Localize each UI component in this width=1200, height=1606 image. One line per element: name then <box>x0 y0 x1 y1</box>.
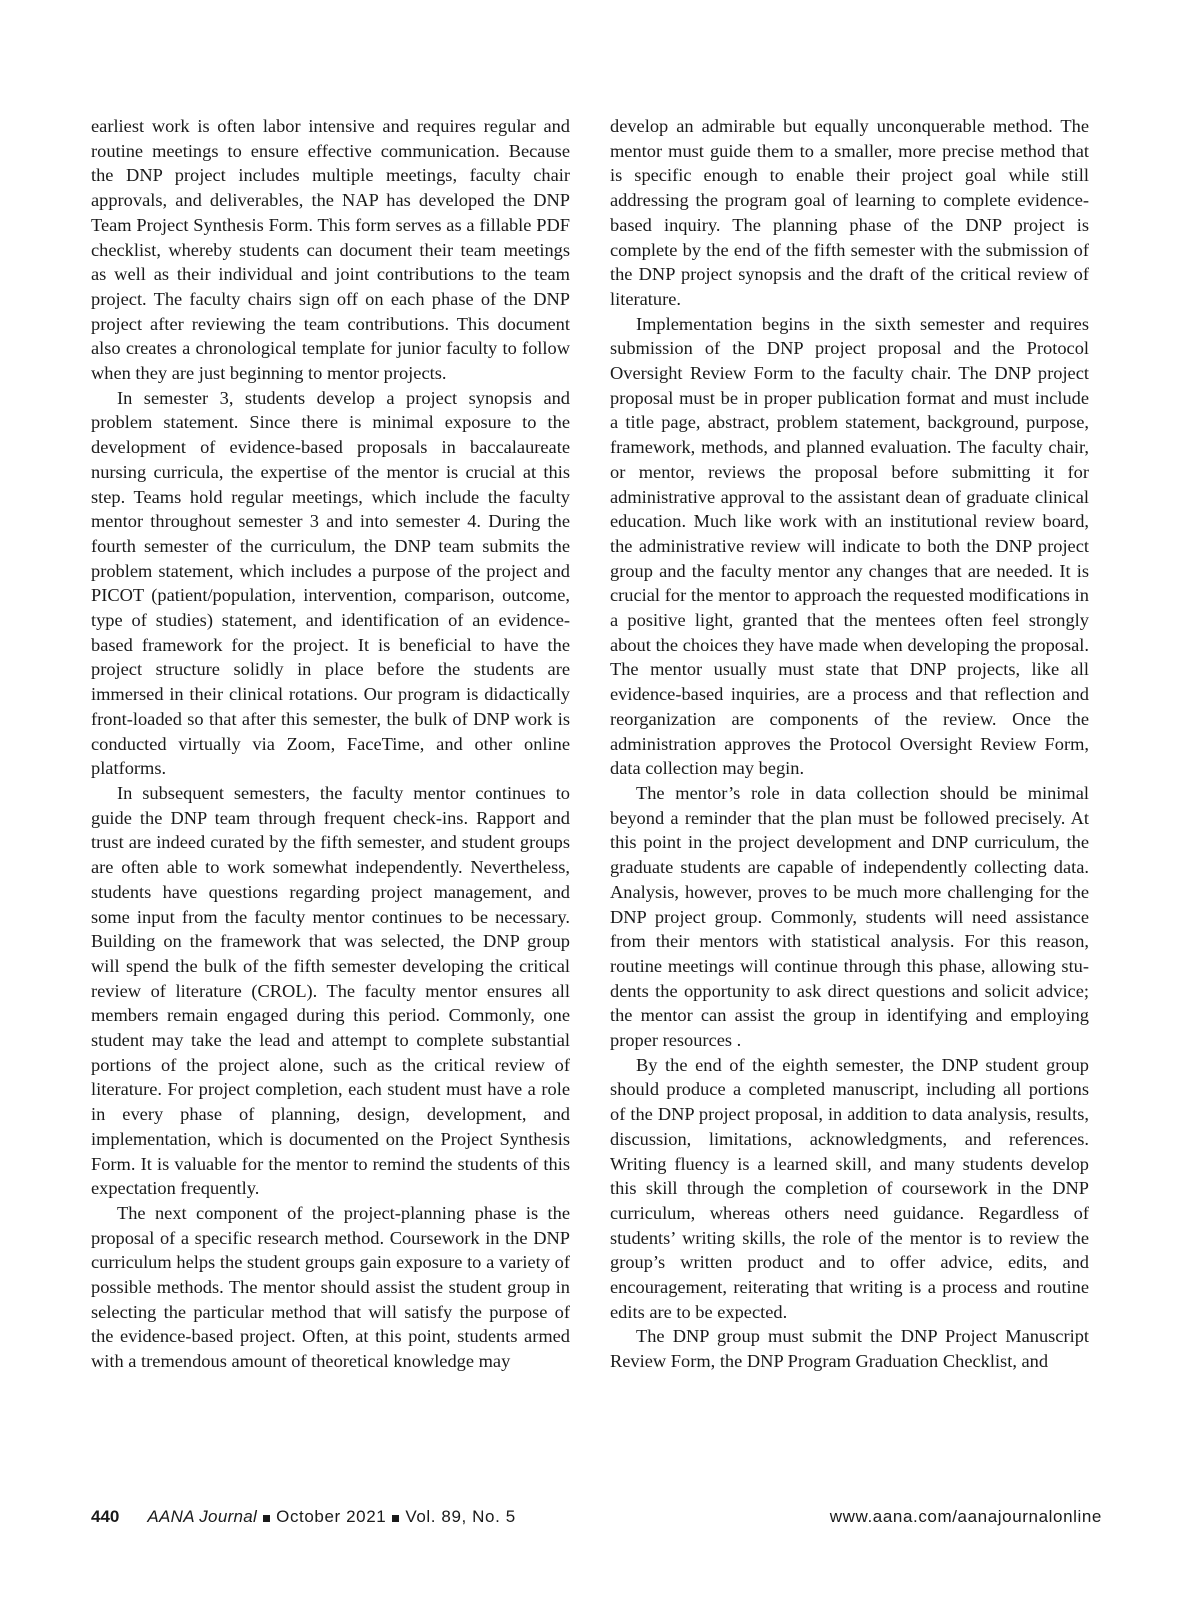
paragraph: The next component of the project-planning phase is the proposal of a specific research method. Coursework in the DNP curriculum helps the student groups gain exposure to a variety of possible methods. The mentor should assist the student group in selecting the particular method that will satisfy the purpose of the evidence-based project. Often, at this point, students armed with a tremendous amount of theoretical knowledge may <box>91 1202 570 1372</box>
right-column <box>610 114 1089 1374</box>
separator-square-icon <box>263 1515 270 1522</box>
paragraph: Implementation begins in the sixth semester and requires submission of the DNP project proposal and the Protocol Oversight Review Form to the faculty chair. The DNP project proposal must be in proper publication format and must include a title page, abstract, problem statement, background, purpose, framework, methods, and planned evaluation. The faculty chair, or mentor, reviews the proposal before submitting it for administrative approval to the assistant dean of graduate clinical education. Much like work with an institutional review board, the administrative review will indicate to both the DNP project group and the faculty mentor any changes that are needed. It is crucial for the mentor to approach the requested modifications in a positive light, granted that the mentees often feel strongly about the choices they have made when developing the proposal. The mentor usually must state that DNP projects, like all evidence-based inquiries, are a process and that reflection and reorganization are components of the review. Once the administration approves the Protocol Oversight Review Form, data collection may begin. <box>610 313 1089 779</box>
paragraph: By the end of the eighth semester, the DNP student group should produce a completed manuscript, including all portions of the DNP project proposal, in addition to data analysis, results, discussion, limitations, acknowledgments, and references. Writing fluency is a learned skill, and many students develop this skill through the completion of coursework in the DNP curriculum, whereas others need guidance. Regardless of students’ writing skills, the role of the mentor is to review the group’s written product and to offer advice, edits, and encouragement, reiterating that writing is a process and routine edits are to be expected. <box>610 1054 1089 1322</box>
journal-url: www.aana.com/aanajournalonline <box>829 1507 1102 1526</box>
paragraph: earliest work is often labor intensive and requires regular and routine meetings to ensure effective communication. Because the DNP project includes multiple meetings, faculty chair approvals, and deliverables, the NAP has developed the DNP Team Project Synthesis Form. This form serves as a fillable PDF checklist, whereby students can document their team meetings as well as their individual and joint contributions to the team project. The faculty chairs sign off on each phase of the DNP project after reviewing the team contributions. This document also creates a chronological template for junior faculty to follow when they are just beginning to mentor projects. <box>91 116 570 384</box>
paragraph: In semester 3, students develop a project synopsis and problem statement. Since there is minimal exposure to the development of evidence-based proposals in baccalaureate nursing curricula, the expertise of the mentor is crucial at this step. Teams hold regular meetings, which include the faculty mentor throughout semester 3 and into semester 4. During the fourth semester of the curriculum, the DNP team submits the problem statement, which includes a purpose of the project and PICOT (patient/population, intervention, comparison, outcome, type of studies) statement, and identification of an evidence-based framework for the project. It is beneficial to have the project structure solidly in place before the students are immersed in their clinical rotations. Our program is didactically front-loaded so that after this semester, the bulk of DNP work is conducted virtually via Zoom, FaceTime, and other online platforms. <box>91 387 570 779</box>
journal-name: AANA Journal <box>147 1507 258 1526</box>
paragraph: develop an admirable but equally unconquerable method. The mentor must guide them to a smaller, more precise method that is specific enough to enable their project goal while still addressing the program goal of learning to complete evidence-based inquiry. The planning phase of the DNP project is complete by the end of the fifth semester with the submission of the DNP project synopsis and the draft of the critical review of literature. <box>610 116 1089 309</box>
volume-number: Vol. 89, No. 5 <box>405 1507 516 1526</box>
issue-date: October 2021 <box>276 1507 387 1526</box>
separator-square-icon <box>392 1515 399 1522</box>
page-footer <box>91 1507 1102 1527</box>
paragraph: The DNP group must submit the DNP Project Manuscript Review Form, the DNP Program Graduation Checklist, and <box>610 1326 1089 1372</box>
page-number: 440 <box>91 1507 120 1526</box>
paragraph: The mentor’s role in data collection should be minimal beyond a reminder that the plan must be followed precisely. At this point in the project development and DNP curriculum, the graduate students are capable of independently collecting data. Analysis, however, proves to be much more challenging for the DNP project group. Commonly, students will need assistance from their mentors with statistical analysis. For this reason, routine meetings will continue through this phase, allowing students the opportunity to ask direct questions and solicit advice; the mentor can assist the group in identifying and employing proper resources . <box>610 782 1089 1051</box>
left-column <box>91 114 570 1374</box>
paragraph: In subsequent semesters, the faculty mentor continues to guide the DNP team through frequent check-ins. Rapport and trust are indeed curated by the fifth semester, and student groups are often able to work somewhat independently. Nevertheless, students have questions regarding project management, and some input from the faculty mentor continues to be necessary. Building on the framework that was selected, the DNP group will spend the bulk of the fifth semester developing the critical review of literature (CROL). The faculty mentor ensures all members remain engaged during this period. Commonly, one student may take the lead and attempt to complete substantial portions of the project alone, such as the critical review of literature. For project completion, each student must have a role in every phase of planning, design, development, and implementation, which is documented on the Project Synthesis Form. It is valuable for the mentor to remind the students of this expectation frequently. <box>91 782 570 1199</box>
footer-citation <box>91 1507 516 1527</box>
